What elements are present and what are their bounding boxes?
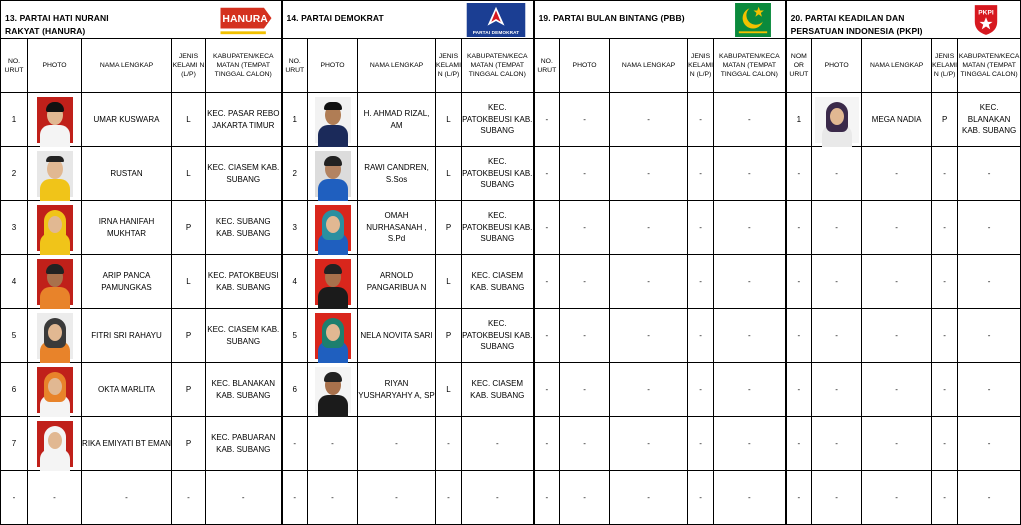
col-no: NO. URUT [534,39,560,93]
empty-cell: - [560,417,610,471]
empty-cell: - [560,471,610,525]
col-photo: PHOTO [560,39,610,93]
table-row [1,201,1021,255]
empty-cell: - [82,471,172,525]
empty-cell: - [786,201,812,255]
empty-cell: - [932,201,958,255]
demokrat-logo-text: PARTAI DEMOKRAT [472,31,519,37]
empty-cell: - [534,417,560,471]
col-name: NAMA LENGKAP [358,39,436,93]
candidate-name: OMAH NURHASANAH , S.Pd [358,201,436,255]
empty-cell: - [932,471,958,525]
candidate-photo [28,255,82,309]
candidate-photo [308,309,358,363]
empty-cell: - [1,471,28,525]
candidate-photo [308,363,358,417]
empty-cell: - [958,201,1021,255]
candidate-district: KEC. CIASEM KAB. SUBANG [206,309,282,363]
empty-cell: - [958,147,1021,201]
empty-cell: - [862,201,932,255]
empty-cell: - [282,417,308,471]
empty-cell: - [932,255,958,309]
empty-cell: - [534,93,560,147]
candidate-gender: P [932,93,958,147]
party-header-pbb [534,1,786,39]
candidate-photo [812,93,862,147]
empty-cell: - [282,471,308,525]
candidate-gender: L [436,363,462,417]
empty-cell: - [534,255,560,309]
candidate-name: RIKA EMIYATI BT EMAN [82,417,172,471]
candidate-photo [28,309,82,363]
candidate-gender: L [172,255,206,309]
candidate-number: 3 [1,201,28,255]
candidate-gender: L [436,147,462,201]
hanura-logo-text: HANURA [221,13,268,25]
empty-cell: - [534,147,560,201]
col-gender: JENIS KELAMI N (L/P) [932,39,958,93]
empty-cell: - [714,147,786,201]
empty-cell: - [714,201,786,255]
candidate-name: UMAR KUSWARA [82,93,172,147]
candidate-photo [28,417,82,471]
candidate-district: KEC. SUBANG KAB. SUBANG [206,201,282,255]
candidate-number: 6 [282,363,308,417]
empty-cell: - [714,309,786,363]
candidate-number: 5 [282,309,308,363]
candidate-district: KEC. CIASEM KAB. SUBANG [206,147,282,201]
empty-cell: - [462,471,534,525]
table-row [1,309,1021,363]
table-row [1,417,1021,471]
empty-cell: - [786,363,812,417]
party-header-row [1,1,1021,39]
candidate-photo [28,201,82,255]
empty-cell: - [560,255,610,309]
candidate-number: 1 [786,93,812,147]
empty-cell: - [714,255,786,309]
column-header-row [1,39,1021,93]
candidate-name: ARNOLD PANGARIBUA N [358,255,436,309]
empty-cell: - [932,309,958,363]
empty-cell: - [786,147,812,201]
hanura-logo-icon [217,3,275,37]
candidate-district: KEC. CIASEM KAB. SUBANG [462,363,534,417]
table-row [1,255,1021,309]
empty-cell: - [358,471,436,525]
empty-cell: - [610,93,688,147]
candidate-name: RAWI CANDREN, S.Sos [358,147,436,201]
empty-cell: - [436,471,462,525]
candidate-gender: L [172,93,206,147]
empty-cell: - [610,471,688,525]
empty-cell: - [714,93,786,147]
empty-cell: - [308,417,358,471]
empty-cell: - [560,147,610,201]
candidate-name: NELA NOVITA SARI [358,309,436,363]
candidate-photo [28,93,82,147]
empty-cell: - [812,471,862,525]
candidate-number: 3 [282,201,308,255]
empty-cell: - [688,147,714,201]
candidate-district: KEC. PATOKBEUSI KAB. SUBANG [206,255,282,309]
empty-cell: - [862,471,932,525]
empty-cell: - [812,147,862,201]
candidate-name: RUSTAN [82,147,172,201]
empty-cell: - [786,417,812,471]
col-gender: JENIS KELAMI N (L/P) [688,39,714,93]
candidate-district: KEC. PATOKBEUSI KAB. SUBANG [462,309,534,363]
col-gender: JENIS KELAMI N (L/P) [172,39,206,93]
empty-cell: - [358,417,436,471]
table-row [1,471,1021,525]
empty-cell: - [958,309,1021,363]
candidate-name: OKTA MARLITA [82,363,172,417]
demokrat-logo-icon [465,3,527,37]
col-name: NAMA LENGKAP [862,39,932,93]
empty-cell: - [862,255,932,309]
candidate-gender: L [436,255,462,309]
party-title: 14. PARTAI DEMOKRAT [286,13,384,23]
col-name: NAMA LENGKAP [610,39,688,93]
candidate-gender: P [436,201,462,255]
candidate-name: FITRI SRI RAHAYU [82,309,172,363]
empty-cell: - [862,147,932,201]
candidate-district: KEC. CIASEM KAB. SUBANG [462,255,534,309]
empty-cell: - [812,417,862,471]
party-header-demokrat [282,1,534,39]
candidate-district: KEC. PABUARAN KAB. SUBANG [206,417,282,471]
empty-cell: - [610,309,688,363]
empty-cell: - [206,471,282,525]
empty-cell: - [812,201,862,255]
empty-cell: - [786,255,812,309]
candidate-photo [308,201,358,255]
candidate-photo [308,93,358,147]
empty-cell: - [786,309,812,363]
col-district: KABUPATEN/KECA MATAN (TEMPAT TINGGAL CALON) [714,39,786,93]
candidate-gender: L [172,147,206,201]
candidate-name: ARIP PANCA PAMUNGKAS [82,255,172,309]
empty-cell: - [462,417,534,471]
empty-cell: - [534,309,560,363]
candidate-number: 2 [282,147,308,201]
empty-cell: - [308,471,358,525]
col-district: KABUPATEN/KECA MATAN (TEMPAT TINGGAL CALON) [462,39,534,93]
empty-cell: - [812,363,862,417]
empty-cell: - [862,417,932,471]
empty-cell: - [958,471,1021,525]
empty-cell: - [688,201,714,255]
pkpi-logo-text: PKPI [978,9,994,17]
empty-cell: - [714,363,786,417]
candidate-number: 2 [1,147,28,201]
candidate-gender: P [172,309,206,363]
empty-cell: - [534,201,560,255]
candidate-number: 4 [282,255,308,309]
candidate-photo [308,147,358,201]
col-photo: PHOTO [812,39,862,93]
col-name: NAMA LENGKAP [82,39,172,93]
empty-cell: - [610,417,688,471]
empty-cell: - [786,471,812,525]
empty-cell: - [958,255,1021,309]
empty-cell: - [714,471,786,525]
empty-cell: - [560,201,610,255]
col-no: NO. URUT [1,39,28,93]
candidate-gender: P [172,417,206,471]
pkpi-shield-icon [972,3,1000,37]
table-row [1,93,1021,147]
candidate-district: KEC. PASAR REBO JAKARTA TIMUR [206,93,282,147]
col-no: NOM OR URUT [786,39,812,93]
table-row [1,147,1021,201]
party-title: 20. PARTAI KEADILAN DAN PERSATUAN INDONESIA (PKPI) [790,13,923,36]
candidate-name: H. AHMAD RIZAL, AM [358,93,436,147]
col-photo: PHOTO [308,39,358,93]
candidate-photo [308,255,358,309]
empty-cell: - [610,201,688,255]
candidate-number: 1 [282,93,308,147]
empty-cell: - [688,471,714,525]
empty-cell: - [534,471,560,525]
candidate-name: IRNA HANIFAH MUKHTAR [82,201,172,255]
empty-cell: - [812,309,862,363]
empty-cell: - [688,309,714,363]
empty-cell: - [560,363,610,417]
candidate-district: KEC. PATOKBEUSI KAB. SUBANG [462,93,534,147]
empty-cell: - [610,147,688,201]
candidate-gender: P [172,201,206,255]
empty-cell: - [932,417,958,471]
empty-cell: - [932,363,958,417]
empty-cell: - [958,363,1021,417]
empty-cell: - [688,363,714,417]
candidate-photo [28,147,82,201]
empty-cell: - [560,309,610,363]
empty-cell: - [610,363,688,417]
candidate-district: KEC. PATOKBEUSI KAB. SUBANG [462,201,534,255]
candidate-number: 1 [1,93,28,147]
empty-cell: - [688,255,714,309]
empty-cell: - [534,363,560,417]
empty-cell: - [610,255,688,309]
candidate-name: RIYAN YUSHARYAHY A, SP [358,363,436,417]
candidate-number: 7 [1,417,28,471]
candidate-number: 6 [1,363,28,417]
candidate-photo [28,363,82,417]
col-gender: JENIS KELAMI N (L/P) [436,39,462,93]
candidate-district: KEC. PATOKBEUSI KAB. SUBANG [462,147,534,201]
empty-cell: - [688,417,714,471]
empty-cell: - [172,471,206,525]
pbb-crescent-star-icon [735,3,771,37]
col-no: NO. URUT [282,39,308,93]
empty-cell: - [958,417,1021,471]
col-district: KABUPATEN/KECA MATAN (TEMPAT TINGGAL CALON) [958,39,1021,93]
empty-cell: - [688,93,714,147]
candidate-district: KEC. BLANAKAN KAB. SUBANG [958,93,1021,147]
candidate-number: 5 [1,309,28,363]
empty-cell: - [862,309,932,363]
party-header-hanura [1,1,282,39]
party-title: 19. PARTAI BULAN BINTANG (PBB) [538,13,685,23]
candidate-number: 4 [1,255,28,309]
candidate-name: MEGA NADIA [862,93,932,147]
candidate-gender: P [172,363,206,417]
party-title: 13. PARTAI HATI NURANI RAKYAT (HANURA) [5,13,109,36]
col-district: KABUPATEN/KECA MATAN (TEMPAT TINGGAL CALON) [206,39,282,93]
empty-cell: - [932,147,958,201]
table-row [1,363,1021,417]
empty-cell: - [28,471,82,525]
col-photo: PHOTO [28,39,82,93]
empty-cell: - [560,93,610,147]
empty-cell: - [714,417,786,471]
party-header-pkpi [786,1,1021,39]
candidate-gender: P [436,309,462,363]
empty-cell: - [862,363,932,417]
candidate-gender: L [436,93,462,147]
candidate-district: KEC. BLANAKAN KAB. SUBANG [206,363,282,417]
empty-cell: - [436,417,462,471]
empty-cell: - [812,255,862,309]
